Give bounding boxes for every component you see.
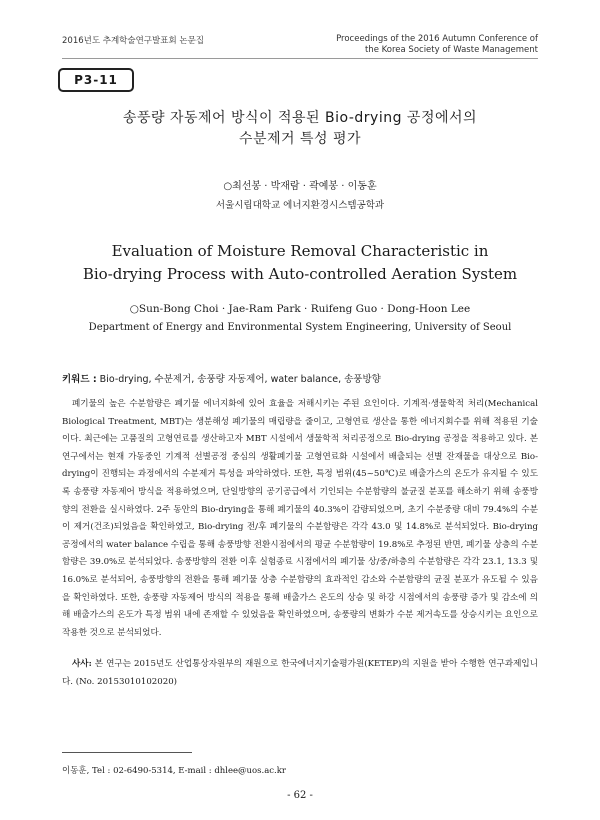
keywords-label: 키워드 :	[62, 374, 97, 385]
corresponding-author-footnote: 이동훈, Tel : 02-6490-5314, E-mail : dhlee@uos.ac.kr	[62, 766, 286, 776]
paper-code-badge: P3-11	[58, 68, 134, 92]
english-title-line1: Evaluation of Moisture Removal Characteristic in	[111, 242, 489, 260]
running-header-right-line2: the Korea Society of Waste Management	[364, 45, 538, 55]
english-title-line2: Bio-drying Process with Auto-controlled Aeration System	[82, 265, 518, 283]
header-divider	[62, 58, 538, 59]
page-number: - 62 -	[287, 790, 313, 801]
korean-title	[62, 108, 538, 150]
acknowledgement	[62, 656, 538, 691]
running-header-right	[336, 34, 538, 56]
english-authors: ○Sun-Bong Choi · Jae-Ram Park · Ruifeng Guo · Dong-Hoon Lee	[129, 303, 471, 315]
footnote-divider	[62, 752, 192, 753]
keywords	[62, 371, 538, 385]
english-title	[62, 240, 538, 286]
keywords-text: Bio-drying, 수분제거, 송풍량 자동제어, water balance, 송풍방향	[99, 374, 381, 385]
korean-title-line1: 송풍량 자동제어 방식이 적용된 Bio-drying 공정에서의	[122, 110, 478, 126]
english-affiliation: Department of Energy and Environmental System Engineering, University of Seoul	[88, 322, 512, 333]
abstract-body: 폐기물의 높은 수분함량은 폐기물 에너지화에 있어 효율을 저해시키는 주된 요인이다. 기계적·생물학적 처리(Mechanical Biological Treatment, MBT)는 생분해성 폐기물의 매립량을 줄이고, 고형연료 생산을 통한 에너지회수를 위해 적용된 기술이다. 최근에는 고품질의 고형연료를 생산하고자 MBT 시설에서 생물학적 처리공정으로 Bio-drying 공정을 적용하고 있다. 본 연구에서는 현재 가동중인 기계적 선별공정 중심의 생활폐기물 고형연료화 시설에서 배출되는 선별 잔재물을 대상으로 Bio-drying이 진행되는 과정에서의 수분제거 특성을 파악하였다. 또한, 특정 범위(45~50℃)로 배출가스의 온도가 유지될 수 있도록 송풍량 자동제어 방식을 적용하였으며, 단일방향의 공기공급에서 기인되는 수분함량의 불균질 분포를 해소하기 위해 송풍방향의 전환을 실시하였다. 2주 동안의 Bio-drying을 통해 폐기물의 40.3%이 감량되었으며, 초기 수분중량 대비 79.4%의 수분이 제거(건조)되었음을 확인하였고, Bio-drying 전/후 폐기물의 수분함량은 각각 43.0 및 14.8%로 분석되었다. Bio-drying 공정에서의 water balance 수립을 통해 송풍방향 전환시점에서의 평균 수분함량이 19.8%로 추정된 반면, 폐기물 상층의 수분함량은 39.0%로 분석되었다. 송풍방향의 전환 이후 실험종료 시점에서의 폐기물 상/중/하층의 수분함량은 각각 23.1, 13.3 및 16.0%로 분석되어, 송풍방향의 전환을 통해 폐기물 상층 수분함량의 효과적인 감소와 수분함량의 균질 분포가 유도될 수 있음을 확인하였다. 또한, 송풍량 자동제어 방식의 적용을 통해 배출가스 온도의 상승 및 하강 시점에서의 송풍량 증가 및 감소에 의해 배출가스의 온도가 특정 범위 내에 존재할 수 있었음을 확인하였으며, 송풍량의 변화가 수분 제거속도를 상승시키는 요인으로 작용한 것으로 분석되었다.	[62, 399, 539, 638]
acknowledgement-label: 사사:	[72, 659, 92, 669]
korean-title-line2: 수분제거 특성 평가	[238, 131, 362, 147]
korean-authors: ○최선봉 · 박재람 · 곽예봉 · 이동훈	[223, 181, 377, 192]
acknowledgement-text: 본 연구는 2015년도 산업통상자원부의 재원으로 한국에너지기술평가원(KETEP)의 지원을 받아 수행한 연구과제입니다. (No. 20153010102020)	[62, 659, 538, 687]
running-header-right-line1: Proceedings of the 2016 Autumn Conference of	[336, 34, 538, 44]
korean-affiliation: 서울시립대학교 에너지환경시스템공학과	[215, 200, 385, 211]
running-header-left: 2016년도 추계학술연구발표회 논문집	[62, 36, 204, 46]
